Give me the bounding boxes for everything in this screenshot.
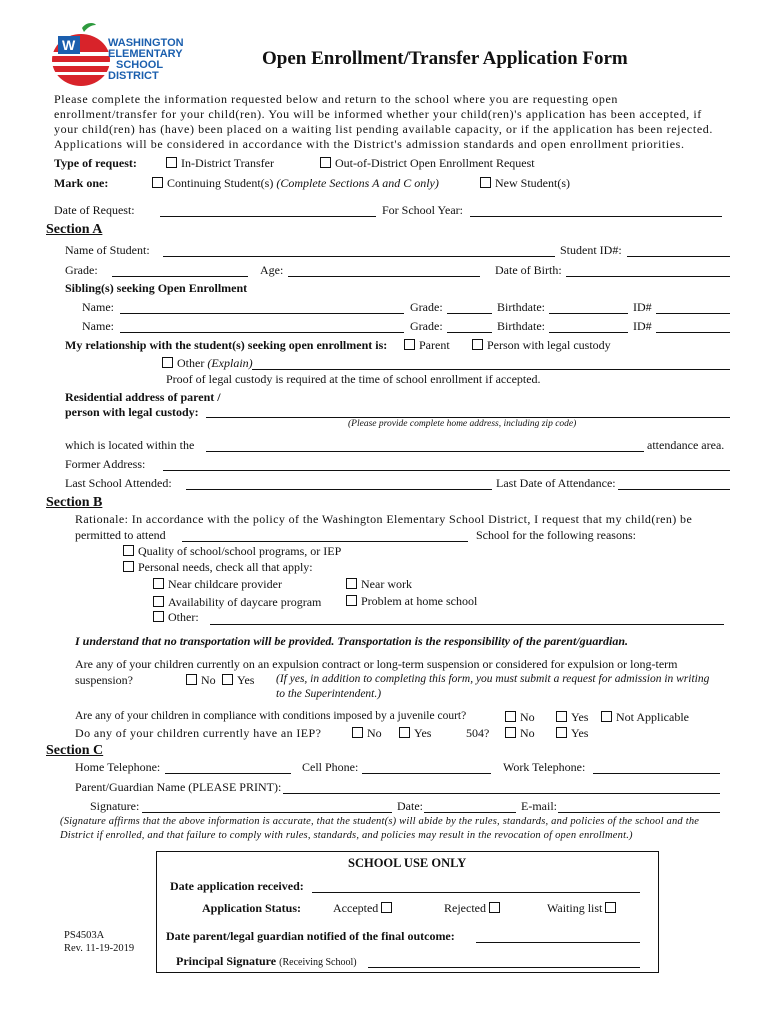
juvenile-na-checkbox[interactable]: [601, 711, 612, 722]
principal-label: Principal Signature: [176, 954, 277, 968]
waiting-checkbox[interactable]: [605, 902, 616, 913]
guardian-name-label: Parent/Guardian Name (PLEASE PRINT):: [75, 780, 282, 794]
sibling-2-id-field[interactable]: [656, 332, 730, 333]
accepted-checkbox[interactable]: [381, 902, 392, 913]
rationale-text: Rationale: In accordance with the policy of the Washington Elementary School District, I request that my child(ren) be: [75, 512, 693, 526]
cell-phone-field[interactable]: [362, 773, 491, 774]
explain-note: (Explain): [207, 356, 253, 370]
signature-affirmation: (Signature affirms that the above information is accurate, that the student(s) will abide by the rules, standards, and policies of the school and the District if enrolled, and that failure to comply with rules, standards, and policies may result in the revocation of open enrollment.): [60, 816, 700, 841]
expulsion-no-option[interactable]: [186, 673, 216, 688]
iep-yes-option[interactable]: [399, 726, 431, 741]
custody-label: Person with legal custody: [487, 338, 611, 352]
district-logo: [50, 22, 190, 88]
other-relationship-checkbox[interactable]: [162, 357, 173, 368]
last-date-field[interactable]: [618, 489, 730, 490]
juvenile-question: Are any of your children in compliance with conditions imposed by a juvenile court?: [75, 710, 467, 722]
logo-text-4: DISTRICT: [108, 70, 159, 82]
personal-label: Personal needs, check all that apply:: [138, 560, 313, 574]
expulsion-yes-option[interactable]: [222, 673, 254, 688]
logo-text-2: ELEMENTARY: [108, 48, 183, 60]
juvenile-na-option[interactable]: [601, 710, 689, 725]
juvenile-na-label: Not Applicable: [616, 710, 689, 724]
other-relationship-label: Other: [177, 356, 205, 370]
new-student-checkbox[interactable]: [480, 177, 491, 188]
sibling-1-grade-label: Grade:: [410, 300, 443, 314]
section-b-heading: Section B: [46, 495, 103, 510]
logo-text-3: SCHOOL: [116, 59, 164, 71]
signature-label: Signature:: [90, 799, 140, 813]
student-id-label: Student ID#:: [560, 243, 622, 257]
custody-checkbox[interactable]: [472, 339, 483, 350]
application-status-label: Application Status:: [202, 901, 302, 915]
out-of-district-checkbox[interactable]: [320, 157, 331, 168]
grade-field[interactable]: [112, 276, 248, 277]
iep-yes-label: Yes: [414, 726, 432, 740]
sibling-2-grade-field[interactable]: [447, 332, 492, 333]
sibling-2-bdate-field[interactable]: [549, 332, 628, 333]
personal-checkbox[interactable]: [123, 561, 134, 572]
siblings-heading: Sibling(s) seeking Open Enrollment: [65, 281, 248, 295]
proof-note: Proof of legal custody is required at the time of school enrollment if accepted.: [166, 372, 541, 386]
s504-yes-label: Yes: [571, 726, 589, 740]
problem-label: Problem at home school: [361, 594, 478, 608]
school-year-label: For School Year:: [382, 203, 464, 217]
work-phone-field[interactable]: [593, 773, 720, 774]
sibling-1-name-label: Name:: [82, 300, 114, 314]
sibling-2-name-label: Name:: [82, 319, 114, 333]
expulsion-question-2: suspension?: [75, 673, 133, 687]
personal-option[interactable]: [123, 560, 313, 575]
email-label: E-mail:: [521, 799, 557, 813]
located-label: which is located within the: [65, 438, 195, 452]
logo-text-1: WASHINGTON: [108, 37, 184, 49]
waiting-option[interactable]: [547, 901, 620, 916]
sign-date-field[interactable]: [424, 812, 516, 813]
juvenile-no-checkbox[interactable]: [505, 711, 516, 722]
accepted-option[interactable]: [333, 901, 396, 916]
age-field[interactable]: [288, 276, 480, 277]
problem-option[interactable]: [346, 594, 477, 609]
school-attend-field[interactable]: [182, 541, 468, 542]
expulsion-no-label: No: [201, 673, 216, 687]
iep-no-checkbox[interactable]: [352, 727, 363, 738]
notified-label: Date parent/legal guardian notified of the final outcome:: [166, 929, 455, 943]
relationship-label: My relationship with the student(s) seeking open enrollment is:: [65, 338, 388, 352]
dob-label: Date of Birth:: [495, 263, 562, 277]
page-title: Open Enrollment/Transfer Application Form: [262, 48, 628, 69]
rejected-checkbox[interactable]: [489, 902, 500, 913]
continuing-label: Continuing Student(s): [167, 176, 274, 190]
transport-notice: I understand that no transportation will be provided. Transportation is the responsibility of the parent/guardian.: [75, 634, 628, 648]
near-work-checkbox[interactable]: [346, 578, 357, 589]
guardian-name-field[interactable]: [283, 793, 720, 794]
student-name-label: Name of Student:: [65, 243, 150, 257]
explain-field[interactable]: [252, 369, 730, 370]
expulsion-note-1: (If yes, in addition to completing this form, you must submit a request for admission in writing: [276, 673, 710, 685]
near-work-option[interactable]: [346, 577, 412, 592]
juvenile-no-label: No: [520, 710, 535, 724]
residential-label-2: person with legal custody:: [65, 405, 199, 419]
out-of-district-label: Out-of-District Open Enrollment Request: [335, 156, 535, 170]
dob-field[interactable]: [566, 276, 730, 277]
in-district-checkbox[interactable]: [166, 157, 177, 168]
expulsion-note-2: to the Superintendent.): [276, 688, 382, 700]
expulsion-yes-label: Yes: [237, 673, 255, 687]
date-request-label: Date of Request:: [54, 203, 135, 217]
email-field[interactable]: [558, 812, 720, 813]
request-type-label: Type of request:: [54, 156, 137, 170]
near-childcare-label: Near childcare provider: [168, 577, 282, 591]
daycare-label: Availability of daycare program: [168, 595, 322, 609]
near-childcare-option[interactable]: [153, 577, 282, 592]
other-relationship-option[interactable]: [162, 356, 253, 371]
other-reason-option[interactable]: [153, 610, 199, 625]
form-revision: Rev. 11-19-2019: [64, 943, 135, 954]
near-childcare-checkbox[interactable]: [153, 578, 164, 589]
principal-signature-field[interactable]: [368, 967, 640, 968]
iep-no-label: No: [367, 726, 382, 740]
iep-no-option[interactable]: [352, 726, 382, 741]
principal-signature-label: [176, 954, 357, 969]
expulsion-question-1: Are any of your children currently on an expulsion contract or long-term suspension or considered for expulsion or long-term: [75, 657, 678, 671]
juvenile-yes-label: Yes: [571, 710, 589, 724]
custody-option[interactable]: [472, 338, 611, 353]
former-address-field[interactable]: [163, 470, 730, 471]
expulsion-no-checkbox[interactable]: [186, 674, 197, 685]
residential-label-1: Residential address of parent /: [65, 390, 221, 404]
s504-label: 504?: [466, 726, 490, 740]
grade-label: Grade:: [65, 263, 98, 277]
school-year-field[interactable]: [470, 216, 722, 217]
former-address-label: Former Address:: [65, 457, 146, 471]
residential-address-field[interactable]: [206, 417, 730, 418]
home-phone-field[interactable]: [165, 773, 291, 774]
date-request-field[interactable]: [160, 216, 376, 217]
section-a-heading: Section A: [46, 222, 103, 237]
problem-checkbox[interactable]: [346, 595, 357, 606]
section-c-heading: Section C: [46, 743, 104, 758]
daycare-option[interactable]: [153, 595, 321, 610]
sibling-1-grade-field[interactable]: [447, 313, 492, 314]
attendance-area-field[interactable]: [206, 451, 644, 452]
sibling-2-name-field[interactable]: [120, 332, 404, 333]
signature-field[interactable]: [142, 812, 392, 813]
sibling-2-id-label: ID#: [633, 319, 652, 333]
rejected-label: Rejected: [444, 901, 486, 915]
parent-checkbox[interactable]: [404, 339, 415, 350]
address-note: (Please provide complete home address, including zip code): [348, 419, 577, 429]
last-school-field[interactable]: [186, 489, 492, 490]
juvenile-yes-option[interactable]: [556, 710, 588, 725]
in-district-option[interactable]: [166, 156, 274, 171]
quality-label: Quality of school/school programs, or IEP: [138, 544, 342, 558]
iep-question: Do any of your children currently have an IEP?: [75, 726, 322, 740]
date-received-label: Date application received:: [170, 879, 304, 893]
student-id-field[interactable]: [627, 256, 730, 257]
quality-checkbox[interactable]: [123, 545, 134, 556]
quality-option[interactable]: [123, 544, 341, 559]
s504-yes-option[interactable]: [556, 726, 588, 741]
intro-paragraph: Please complete the information requested below and return to the school where you are requesting open enrollment/transfer for your child(ren). You will be informed whether your child(ren)'s application has been accepted, if your child(ren) has (have) been placed on a waiting list pending available capacity, or if the application has been rejected. Applications will be considered in accordance with the District's admission standards and open enrollment priorities.: [54, 92, 713, 151]
juvenile-no-option[interactable]: [505, 710, 535, 725]
last-school-label: Last School Attended:: [65, 476, 172, 490]
iep-yes-checkbox[interactable]: [399, 727, 410, 738]
near-work-label: Near work: [361, 577, 412, 591]
new-student-label: New Student(s): [495, 176, 570, 190]
sign-date-label: Date:: [397, 799, 423, 813]
other-reason-field[interactable]: [210, 624, 724, 625]
permitted-label: permitted to attend: [75, 528, 166, 542]
work-phone-label: Work Telephone:: [503, 760, 586, 774]
continuing-option[interactable]: [152, 176, 439, 191]
last-date-label: Last Date of Attendance:: [496, 476, 616, 490]
parent-label: Parent: [419, 338, 450, 352]
attendance-area-label: attendance area.: [647, 438, 725, 452]
in-district-label: In-District Transfer: [181, 156, 274, 170]
s504-no-option[interactable]: [505, 726, 535, 741]
out-of-district-option[interactable]: [320, 156, 535, 171]
notified-date-field[interactable]: [476, 942, 640, 943]
sibling-1-bdate-field[interactable]: [549, 313, 628, 314]
s504-no-label: No: [520, 726, 535, 740]
sibling-2-grade-label: Grade:: [410, 319, 443, 333]
other-reason-checkbox[interactable]: [153, 611, 164, 622]
sibling-1-bdate-label: Birthdate:: [497, 300, 545, 314]
form-id: PS4503A: [64, 930, 105, 941]
school-use-heading: SCHOOL USE ONLY: [348, 856, 467, 870]
daycare-checkbox[interactable]: [153, 596, 164, 607]
juvenile-yes-checkbox[interactable]: [556, 711, 567, 722]
age-label: Age:: [260, 263, 284, 277]
logo-letter: W: [62, 37, 76, 53]
rejected-option[interactable]: [444, 901, 504, 916]
sibling-2-bdate-label: Birthdate:: [497, 319, 545, 333]
expulsion-yes-checkbox[interactable]: [222, 674, 233, 685]
continuing-checkbox[interactable]: [152, 177, 163, 188]
receiving-school-note: (Receiving School): [279, 957, 357, 968]
for-reasons-label: School for the following reasons:: [476, 528, 636, 542]
apple-logo-icon: [50, 22, 112, 88]
parent-option[interactable]: [404, 338, 450, 353]
sibling-1-id-label: ID#: [633, 300, 652, 314]
continuing-note: (Complete Sections A and C only): [276, 176, 439, 190]
other-reason-label: Other:: [168, 610, 199, 624]
mark-one-label: Mark one:: [54, 176, 109, 190]
sibling-1-id-field[interactable]: [656, 313, 730, 314]
accepted-label: Accepted: [333, 901, 379, 915]
sibling-1-name-field[interactable]: [120, 313, 404, 314]
waiting-label: Waiting list: [547, 901, 603, 915]
date-received-field[interactable]: [312, 892, 640, 893]
s504-no-checkbox[interactable]: [505, 727, 516, 738]
s504-yes-checkbox[interactable]: [556, 727, 567, 738]
student-name-field[interactable]: [163, 256, 555, 257]
cell-phone-label: Cell Phone:: [302, 760, 359, 774]
home-phone-label: Home Telephone:: [75, 760, 161, 774]
new-student-option[interactable]: [480, 176, 570, 191]
